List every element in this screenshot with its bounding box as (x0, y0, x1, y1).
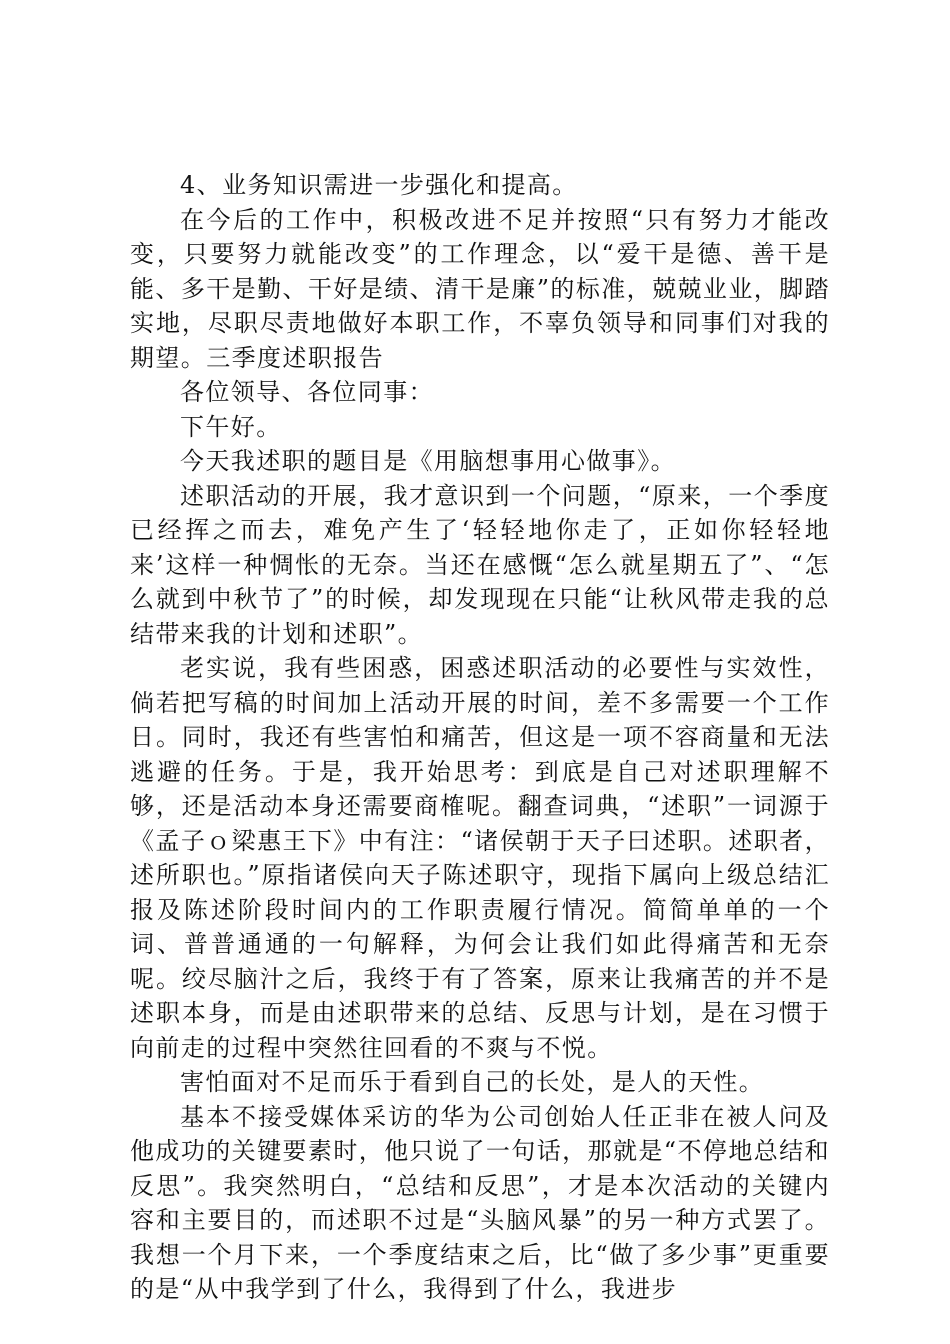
body-text (130, 168, 830, 1307)
paragraph-4: 下午好。 (180, 412, 282, 441)
paragraph-5: 今天我述职的题目是《用脑想事用心做事》。 (180, 447, 676, 475)
paragraph-2: 在今后的工作中，积极改进不足并按照“只有努力才能改变，只要努力就能改变”的工作理念，以“爱干是德、善干是能、多干是勤、干好是绩、清干是廉”的标准，兢兢业业，脚踏实地，尽职尽责地做好本职工作，不辜负领导和同事们对我的期望。三季度述职报告 (130, 205, 830, 372)
paragraph-3: 各位领导、各位同事： (180, 378, 434, 406)
paragraph-6: 述职活动的开展，我才意识到一个问题，“原来，一个季度已经挥之而去，难免产生了‘轻轻地你走了，正如你轻轻地来’这样一种惆怅的无奈。当还在感慨“怎么就星期五了”、“怎么就到中秋节了”的时候，却发现现在只能“让秋风带走我的总结带来我的计划和述职”。 (130, 481, 830, 648)
paragraph-8: 害怕面对不足而乐于看到自己的长处，是人的天性。 (180, 1068, 765, 1096)
paragraph-7: 老实说，我有些困惑，困惑述职活动的必要性与实效性，倘若把写稿的时间加上活动开展的时间，差不多需要一个工作日。同时，我还有些害怕和痛苦，但这是一项不容商量和无法逃避的任务。于是，我开始思考：到底是自己对述职理解不够，还是活动本身还需要商榷呢。翻查词典，“述职”一词源于《孟子ｏ梁惠王下》中有注：“诸侯朝于天子曰述职。述职者，述所职也。”原指诸侯向天子陈述职守，现指下属向上级总结汇报及陈述阶段时间内的工作职责履行情况。简简单单的一个词、普普通通的一句解释，为何会让我们如此得痛苦和无奈呢。绞尽脑汁之后，我终于有了答案，原来让我痛苦的并不是述职本身，而是由述职带来的总结、反思与计划，是在习惯于向前走的过程中突然往回看的不爽与不悦。 (130, 654, 830, 1062)
paragraph-9: 基本不接受媒体采访的华为公司创始人任正非在被人问及他成功的关键要素时，他只说了一句话，那就是“不停地总结和反思”。我突然明白，“总结和反思”，才是本次活动的关键内容和主要目的，而述职不过是“头脑风暴”的另一种方式罢了。我想一个月下来，一个季度结束之后，比“做了多少事”更重要的是“从中我学到了什么，我得到了什么，我进步 (130, 1102, 830, 1303)
paragraph-1: 4、业务知识需进一步强化和提高。 (180, 171, 578, 199)
